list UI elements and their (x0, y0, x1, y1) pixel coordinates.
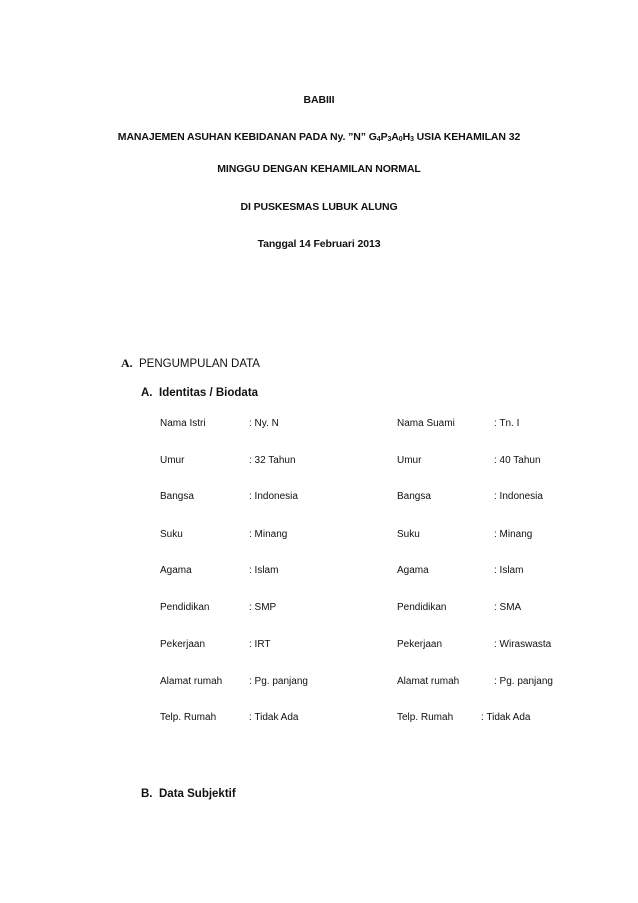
istri-label: Suku (160, 529, 183, 540)
istri-label: Alamat rumah (160, 676, 223, 687)
suami-label: Nama Suami (397, 418, 455, 429)
document-title-line-3: DI PUSKESMAS LUBUK ALUNG (240, 201, 398, 213)
identitas-label: Identitas / Biodata (159, 387, 259, 399)
suami-label: Bangsa (397, 491, 431, 502)
istri-label: Agama (160, 565, 192, 576)
suami-label: Pendidikan (397, 602, 447, 613)
g-subscript: 4 (376, 136, 381, 143)
istri-label: Nama Istri (160, 418, 206, 429)
a-letter: A (391, 131, 399, 143)
suami-value: : Islam (494, 565, 524, 576)
section-a-label: PENGUMPULAN DATA (139, 358, 260, 370)
data-subjektif-label: Data Subjektif (159, 788, 236, 800)
identitas-marker: A. (141, 387, 153, 399)
biodata-row (0, 602, 638, 616)
istri-value: : Pg. panjang (249, 676, 308, 687)
istri-value: : IRT (249, 639, 271, 650)
section-a-heading (121, 356, 260, 371)
istri-value: : SMP (249, 602, 277, 613)
suami-label: Suku (397, 529, 420, 540)
suami-label: Pekerjaan (397, 639, 443, 650)
document-date: Tanggal 14 Februari 2013 (257, 238, 381, 250)
istri-value: : Minang (249, 529, 288, 540)
istri-value: : 32 Tahun (249, 455, 296, 466)
biodata-row (0, 639, 638, 653)
section-a-marker: A. (121, 356, 133, 370)
istri-label: Bangsa (160, 491, 194, 502)
title-line-1-prefix: MANAJEMEN ASUHAN KEBIDANAN PADA Ny. ”N” G (117, 131, 377, 143)
istri-label: Pendidikan (160, 602, 210, 613)
biodata-row (0, 455, 638, 469)
istri-value: : Tidak Ada (249, 712, 299, 723)
document-title-line-1 (0, 131, 638, 143)
suami-value: : Minang (494, 529, 533, 540)
h-subscript: 3 (410, 136, 414, 143)
suami-value: : Tidak Ada (481, 712, 531, 723)
biodata-row (0, 676, 638, 690)
biodata-row (0, 491, 638, 505)
suami-value: : 40 Tahun (494, 455, 541, 466)
istri-value: : Islam (249, 565, 279, 576)
biodata-row (0, 712, 638, 726)
title-line-1-suffix: USIA KEHAMILAN 32 (413, 131, 521, 143)
identitas-heading (141, 387, 258, 399)
suami-value: : Wiraswasta (494, 639, 552, 650)
biodata-row (0, 418, 638, 432)
document-title-line-2: MINGGU DENGAN KEHAMILAN NORMAL (217, 163, 421, 175)
suami-label: Alamat rumah (397, 676, 460, 687)
data-subjektif-heading (141, 788, 236, 800)
biodata-row (0, 529, 638, 543)
chapter-title: BABIII (303, 94, 335, 106)
istri-value: : Ny. N (249, 418, 279, 429)
suami-label: Agama (397, 565, 429, 576)
istri-label: Pekerjaan (160, 639, 206, 650)
suami-value: : Indonesia (494, 491, 543, 502)
suami-label: Telp. Rumah (397, 712, 454, 723)
suami-value: : Tn. I (494, 418, 520, 429)
p-subscript: 3 (387, 136, 392, 143)
istri-value: : Indonesia (249, 491, 298, 502)
istri-label: Telp. Rumah (160, 712, 217, 723)
data-subjektif-marker: B. (141, 788, 153, 800)
istri-label: Umur (160, 455, 185, 466)
biodata-row (0, 565, 638, 579)
h-letter: H (402, 131, 411, 143)
suami-label: Umur (397, 455, 422, 466)
suami-value: : SMA (494, 602, 522, 613)
suami-value: : Pg. panjang (494, 676, 553, 687)
a-subscript: 0 (398, 136, 403, 143)
p-letter: P (380, 131, 388, 143)
